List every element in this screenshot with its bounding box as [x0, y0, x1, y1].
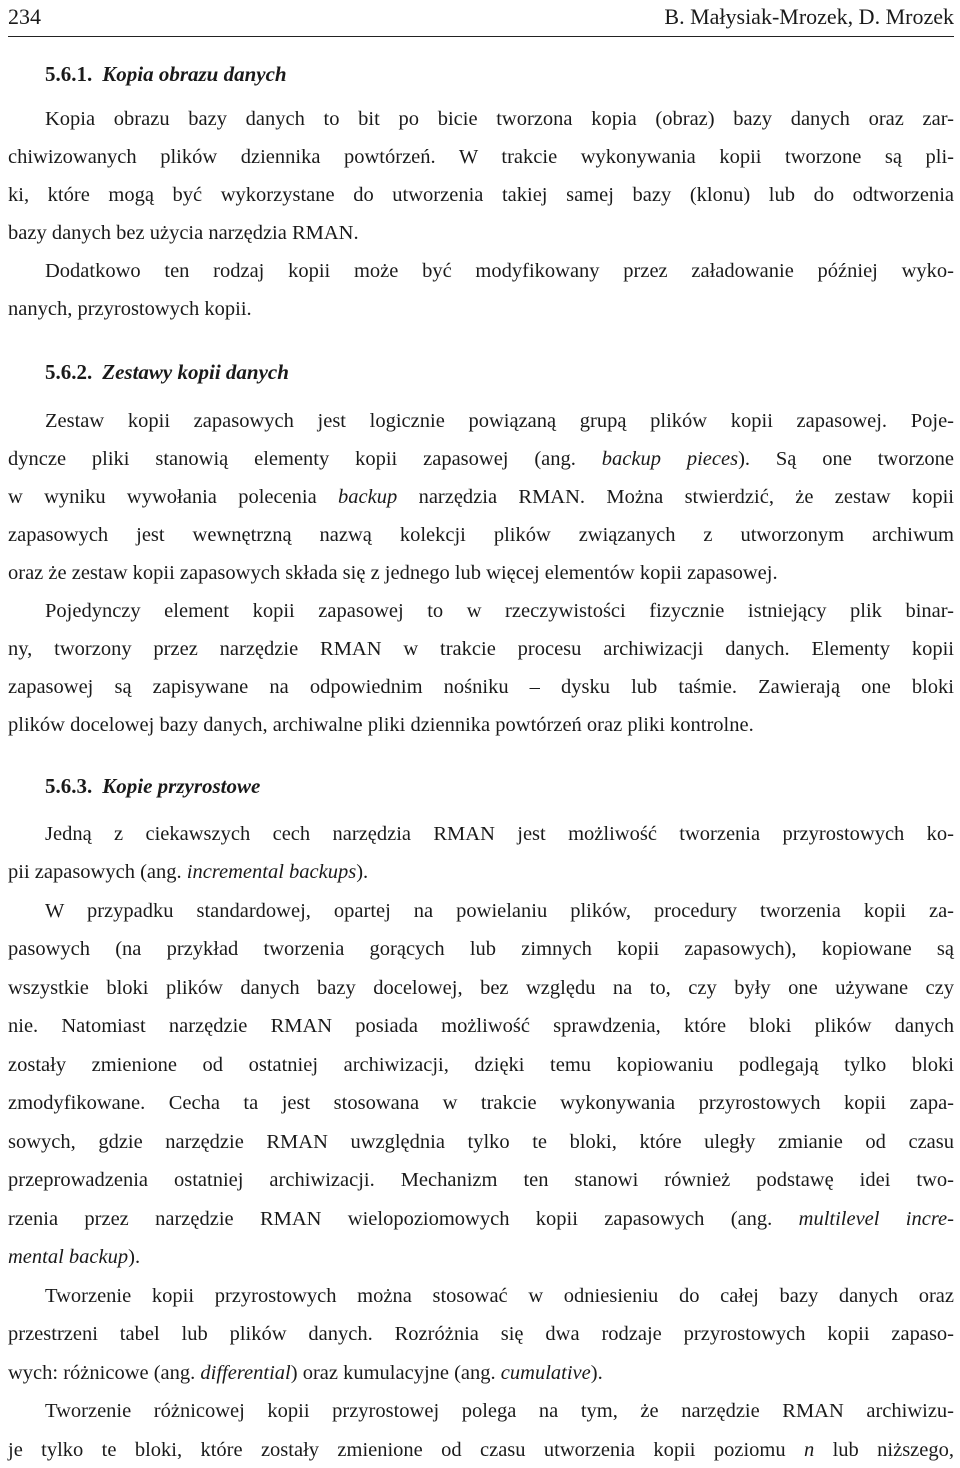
text-line: zapasowych jest wewnętrzną nazwą kolekcji plików związanych z utworzonym archiwum — [8, 524, 954, 546]
text-line — [8, 444, 954, 474]
text-line: Tworzenie różnicowej kopii przyrostowej polega na tym, że narzędzie RMAN archiwizu- — [45, 1400, 954, 1422]
text-run: rzenia przez narzędzie RMAN wielopoziomowych kopii zapasowych (ang. — [8, 1208, 799, 1230]
text-run: wych: różnicowe (ang. — [8, 1362, 201, 1384]
text-run: ). — [128, 1246, 141, 1268]
text-run: narzędzia RMAN. Można stwierdzić, że zestaw kopii — [397, 486, 954, 508]
term-italic: incremental backups — [186, 861, 357, 883]
text-line: ny, tworzony przez narzędzie RMAN w trakcie procesu archiwizacji danych. Elementy kopii — [8, 638, 954, 660]
term-italic: backup pieces — [601, 448, 739, 470]
text-line — [8, 1358, 954, 1388]
text-line — [8, 1435, 954, 1465]
text-line: sowych, gdzie narzędzie RMAN uwzględnia tylko te bloki, które uległy zmianie od czasu — [8, 1131, 954, 1153]
text-line: Pojedynczy element kopii zapasowej to w rzeczywistości fizycznie istniejący plik binar- — [45, 600, 954, 622]
text-line: nie. Natomiast narzędzie RMAN posiada możliwość sprawdzenia, które bloki plików danych — [8, 1015, 954, 1037]
running-head-authors: B. Małysiak-Mrozek, D. Mrozek — [664, 4, 954, 29]
text-line: Jedną z ciekawszych cech narzędzia RMAN jest możliwość tworzenia przyrostowych ko- — [45, 823, 954, 845]
text-line: oraz że zestaw kopii zapasowych składa się z jednego lub więcej elementów kopii zapasowej. — [8, 562, 778, 584]
text-line: Kopia obrazu bazy danych to bit po bicie tworzona kopia (obraz) bazy danych oraz zar- — [45, 108, 954, 130]
text-line — [8, 1242, 954, 1272]
text-run: ). — [356, 861, 369, 883]
text-line: plików docelowej bazy danych, archiwalne pliki dziennika powtórzeń oraz pliki kontrolne. — [8, 714, 754, 736]
text-line: W przypadku standardowej, opartej na powielaniu plików, procedury tworzenia kopii za- — [45, 900, 954, 922]
text-run: w wyniku wywołania polecenia — [8, 486, 339, 508]
text-line: nanych, przyrostowych kopii. — [8, 298, 252, 320]
section-heading — [45, 62, 945, 87]
term-italic: backup — [338, 486, 398, 508]
text-line: Dodatkowo ten rodzaj kopii może być modyfikowany przez załadowanie później wyko- — [45, 260, 954, 282]
section-title: Zestawy kopii danych — [102, 360, 289, 384]
text-line: wszystkie bloki plików danych bazy docelowej, bez względu na to, czy były one używane czy — [8, 977, 954, 999]
text-line: przestrzeni tabel lub plików danych. Rozróżnia się dwa rodzaje przyrostowych kopii zapaso- — [8, 1323, 954, 1345]
page-header — [8, 0, 954, 37]
term-italic: n — [803, 1439, 815, 1461]
text-line: zapasowej są zapisywane na odpowiednim nośniku – dysku lub taśmie. Zawierają one bloki — [8, 676, 954, 698]
section-heading — [45, 774, 945, 799]
text-line — [8, 857, 954, 887]
text-run: ) oraz kumulacyjne (ang. — [290, 1362, 501, 1384]
term-italic: mental backup — [8, 1246, 129, 1268]
text-line: bazy danych bez użycia narzędzia RMAN. — [8, 222, 359, 244]
text-line: zmodyfikowane. Cecha ta jest stosowana w trakcie wykonywania przyrostowych kopii zapa- — [8, 1092, 954, 1114]
text-run: je tylko te bloki, które zostały zmienione od czasu utworzenia kopii poziomu — [8, 1439, 804, 1461]
page-number: 234 — [8, 4, 41, 29]
section-heading — [45, 360, 945, 385]
term-italic: cumulative — [500, 1362, 591, 1384]
text-line: ki, które mogą być wykorzystane do utworzenia takiej samej bazy (klonu) lub do odtworzenia — [8, 184, 954, 206]
text-line: przeprowadzenia ostatniej archiwizacji. Mechanizm ten stanowi również podstawę idei two- — [8, 1169, 954, 1191]
text-line — [8, 1204, 954, 1234]
text-line: Tworzenie kopii przyrostowych można stosować w odniesieniu do całej bazy danych oraz — [45, 1285, 954, 1307]
text-line: zostały zmienione od ostatniej archiwizacji, dzięki temu kopiowaniu podlegają tylko bloki — [8, 1054, 954, 1076]
section-title: Kopie przyrostowe — [102, 774, 261, 798]
section-title: Kopia obrazu danych — [102, 62, 287, 86]
section-number: 5.6.3. — [45, 774, 93, 798]
text-run: dyncze pliki stanowią elementy kopii zapasowej (ang. — [8, 448, 602, 470]
text-line: Zestaw kopii zapasowych jest logicznie powiązaną grupą plików kopii zapasowej. Poje- — [45, 410, 954, 432]
term-italic: differential — [200, 1362, 291, 1384]
text-line: pasowych (na przykład tworzenia gorących lub zimnych kopii zapasowych), kopiowane są — [8, 938, 954, 960]
text-run: lub niższego, — [814, 1439, 954, 1461]
text-run: pii zapasowych (ang. — [8, 861, 187, 883]
section-number: 5.6.1. — [45, 62, 93, 86]
text-run: ). Są one tworzone — [738, 448, 955, 470]
term-italic: multilevel incre- — [798, 1208, 954, 1230]
section-number: 5.6.2. — [45, 360, 93, 384]
text-line — [8, 482, 954, 512]
text-line: chiwizowanych plików dziennika powtórzeń. W trakcie wykonywania kopii tworzone są pli- — [8, 146, 954, 168]
text-run: ). — [590, 1362, 603, 1384]
